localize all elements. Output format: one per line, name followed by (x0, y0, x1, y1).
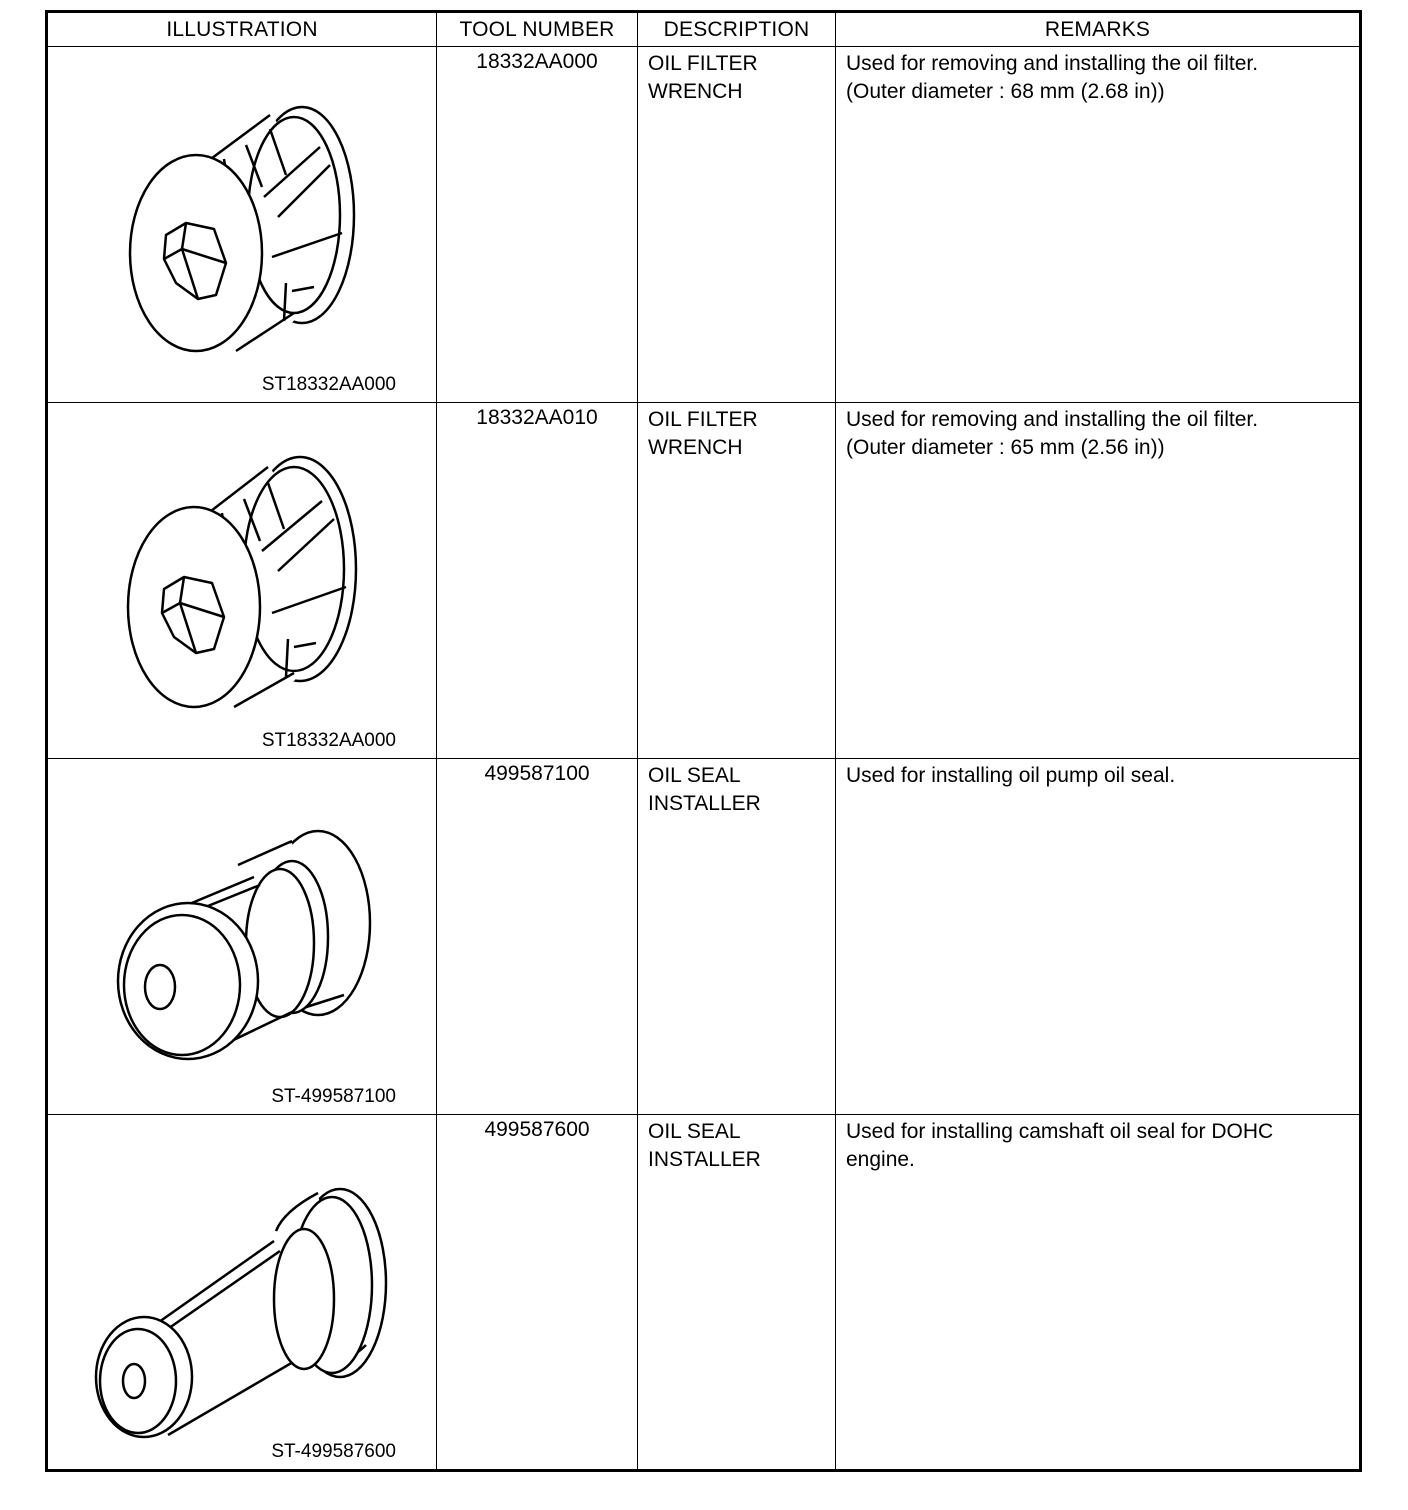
illustration-cell (47, 47, 437, 403)
illustration-code: ST18332AA000 (261, 374, 396, 395)
tool-description: OIL FILTER WRENCH (638, 47, 836, 403)
table-row (47, 47, 1361, 403)
tool-number: 18332AA010 (437, 403, 638, 759)
oil-filter-wrench-illustration (48, 403, 436, 759)
table-row (47, 759, 1361, 1115)
tool-number: 18332AA000 (437, 47, 638, 403)
tool-description: OIL SEAL INSTALLER (638, 759, 836, 1115)
illustration-code: ST-499587600 (271, 1441, 396, 1462)
tool-number: 499587600 (437, 1115, 638, 1471)
oil-seal-installer-illustration (48, 759, 436, 1115)
header-row (47, 12, 1361, 47)
header-illustration: ILLUSTRATION (47, 12, 437, 47)
illustration-cell (47, 403, 437, 759)
tool-number: 499587100 (437, 759, 638, 1115)
tool-description: OIL SEAL INSTALLER (638, 1115, 836, 1471)
illustration-code: ST18332AA000 (261, 730, 396, 751)
tool-remarks: Used for installing camshaft oil seal for DOHC engine. (836, 1115, 1361, 1471)
illustration-cell (47, 1115, 437, 1471)
illustration-code: ST-499587100 (271, 1086, 396, 1107)
tool-remarks: Used for removing and installing the oil filter. (Outer diameter : 68 mm (2.68 in)) (836, 47, 1361, 403)
tool-description: OIL FILTER WRENCH (638, 403, 836, 759)
illustration-cell (47, 759, 437, 1115)
camshaft-oil-seal-installer-illustration (48, 1115, 436, 1471)
header-tool-number: TOOL NUMBER (437, 12, 638, 47)
header-description: DESCRIPTION (638, 12, 836, 47)
table-row (47, 403, 1361, 759)
oil-filter-wrench-illustration (48, 47, 436, 403)
header-remarks: REMARKS (836, 12, 1361, 47)
tool-remarks: Used for removing and installing the oil filter. (Outer diameter : 65 mm (2.56 in)) (836, 403, 1361, 759)
tool-remarks: Used for installing oil pump oil seal. (836, 759, 1361, 1115)
special-tools-table (45, 10, 1362, 1472)
table-row (47, 1115, 1361, 1471)
